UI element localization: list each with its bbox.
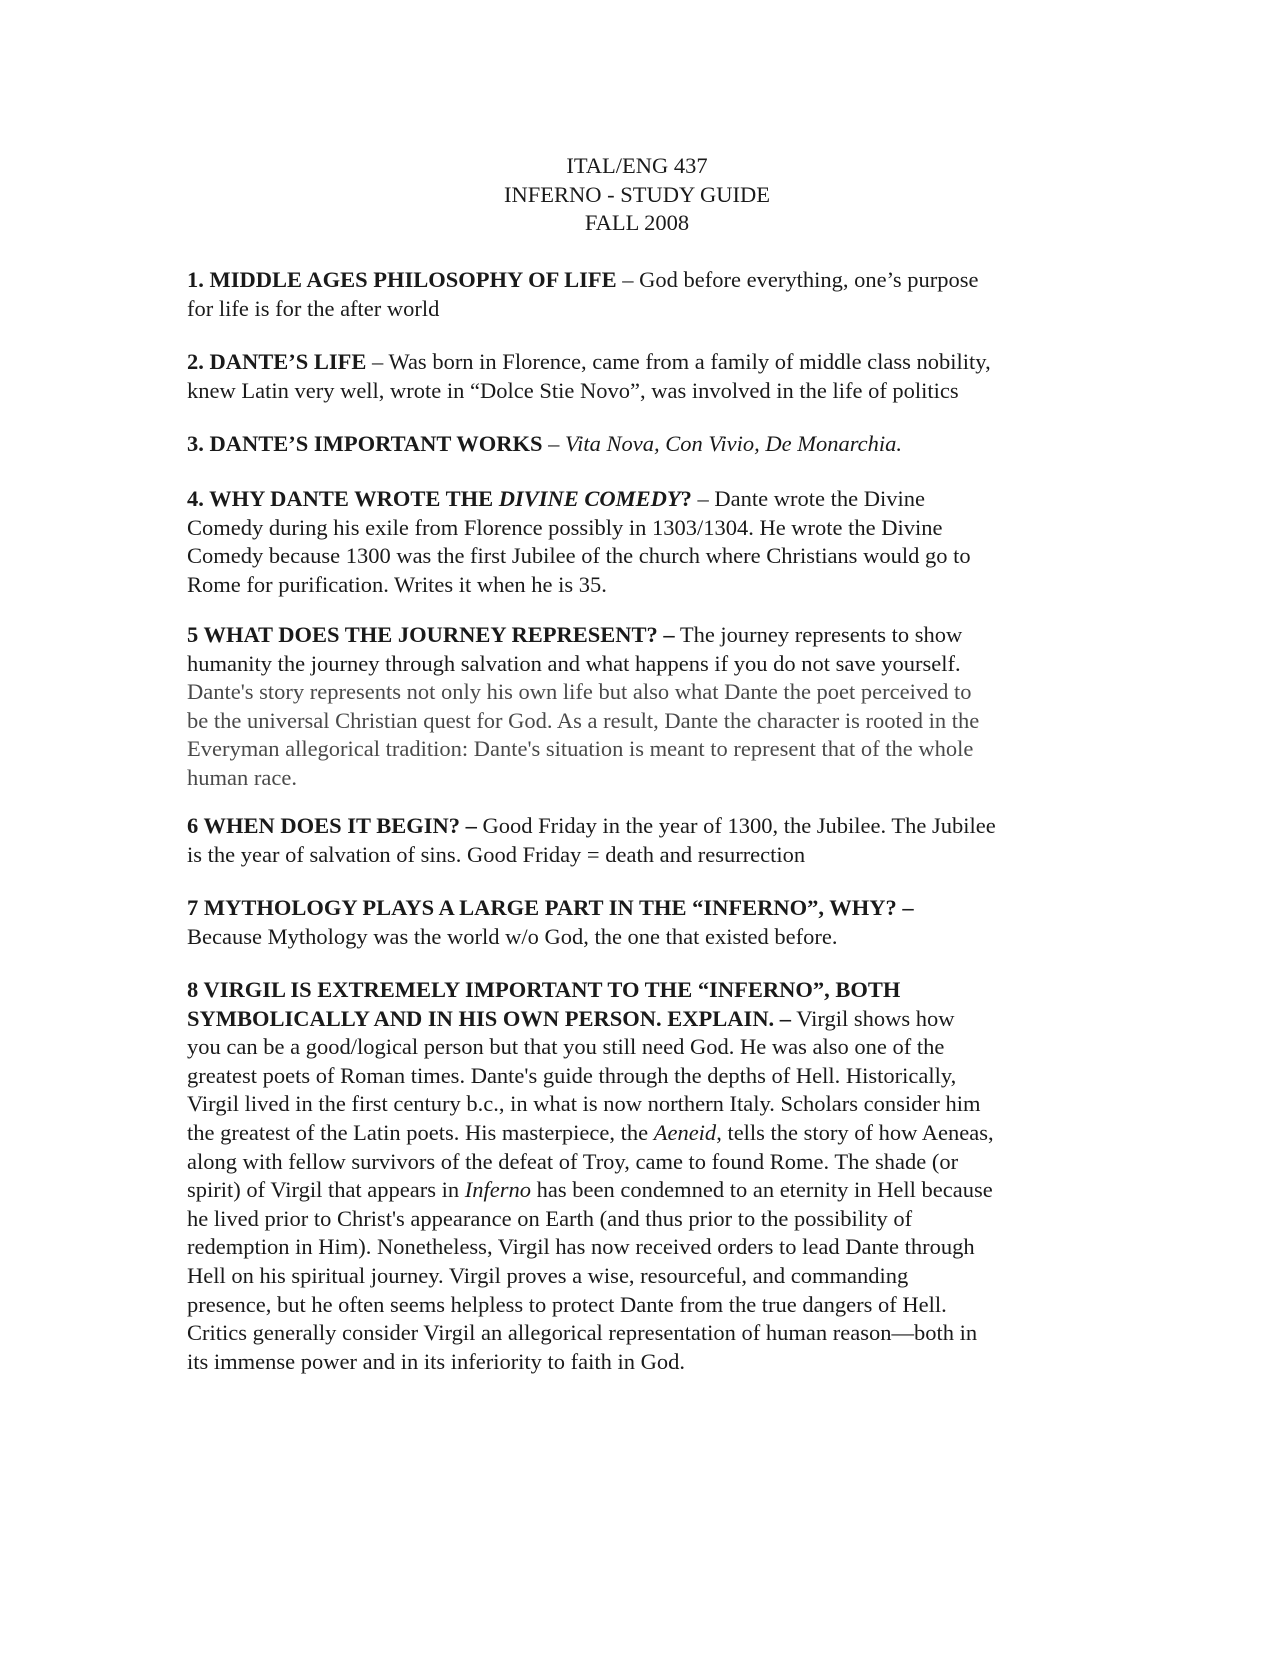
- question-6-heading: 6 WHEN DOES IT BEGIN? –: [187, 813, 477, 838]
- question-4-answer-line: Dante wrote the Divine: [714, 486, 925, 511]
- question-8-heading: 8 VIRGIL IS EXTREMELY IMPORTANT TO THE “INFERNO”, BOTH: [187, 977, 901, 1002]
- question-5: [187, 621, 1087, 793]
- question-1-dash: –: [616, 267, 640, 292]
- question-5-quoted-line: be the universal Christian quest for God. As a result, Dante the character is rooted in the: [187, 707, 980, 733]
- document-title: INFERNO - STUDY GUIDE: [503, 181, 771, 207]
- question-5-heading: 5 WHAT DOES THE JOURNEY REPRESENT? –: [187, 622, 675, 647]
- question-5-quoted-line: Dante's story represents not only his own life but also what Dante the poet perceived to: [187, 679, 972, 705]
- question-2-dash: –: [366, 349, 389, 374]
- question-6-answer-line: Good Friday in the year of 1300, the Jubilee. The Jubilee: [476, 813, 996, 838]
- question-7-heading: 7 MYTHOLOGY PLAYS A LARGE PART IN THE “INFERNO”, WHY? –: [187, 895, 914, 920]
- question-8-answer-line: the greatest of the Latin poets. His masterpiece, the Aeneid, tells the story of how Aeneas,: [187, 1119, 994, 1145]
- question-3-dash: –: [542, 431, 566, 456]
- question-4-dash: –: [691, 486, 715, 511]
- question-8-heading: SYMBOLICALLY AND IN HIS OWN PERSON. EXPLAIN. –: [187, 1005, 792, 1031]
- question-2-answer-line: knew Latin very well, wrote in “Dolce Stie Novo”, was involved in the life of politics: [187, 377, 959, 403]
- question-2-answer-line: Was born in Florence, came from a family of middle class nobility,: [388, 349, 991, 374]
- question-4-answer-line: Comedy because 1300 was the first Jubilee of the church where Christians would go to: [187, 543, 971, 569]
- question-1: [187, 266, 1087, 323]
- question-8-answer-line: presence, but he often seems helpless to protect Dante from the true dangers of Hell.: [187, 1291, 947, 1317]
- question-6-answer-line: is the year of salvation of sins. Good Friday = death and resurrection: [187, 841, 806, 867]
- question-2: [187, 348, 1087, 405]
- course-code: ITAL/ENG 437: [566, 153, 708, 178]
- question-4-answer-line: Rome for purification. Writes it when he is 35.: [187, 571, 607, 597]
- question-4: [187, 485, 1087, 599]
- question-8-answer-line: Virgil shows how: [791, 1005, 955, 1031]
- question-7-answer-line: Because Mythology was the world w/o God, the one that existed before.: [187, 923, 838, 949]
- question-4-heading: 4. WHY DANTE WROTE THE DIVINE COMEDY?: [187, 486, 692, 511]
- question-1-answer-line: for life is for the after world: [187, 295, 440, 321]
- question-5-answer-line: The journey represents to show: [674, 622, 963, 647]
- question-4-answer-line: Comedy during his exile from Florence possibly in 1303/1304. He wrote the Divine: [187, 514, 943, 540]
- question-8-answer-line: greatest poets of Roman times. Dante's guide through the depths of Hell. Historically,: [187, 1062, 957, 1088]
- question-8-answer-line: he lived prior to Christ's appearance on Earth (and thus prior to the possibility of: [187, 1205, 913, 1231]
- question-6: [187, 812, 1087, 869]
- question-1-answer-line: God before everything, one’s purpose: [639, 267, 979, 292]
- question-3-heading: 3. DANTE’S IMPORTANT WORKS: [187, 431, 543, 456]
- question-8-answer-line: along with fellow survivors of the defeat of Troy, came to found Rome. The shade (or: [187, 1148, 959, 1174]
- inferno-title: Inferno: [464, 1177, 532, 1203]
- question-3-works: Vita Nova, Con Vivio, De Monarchia.: [565, 431, 903, 456]
- question-5-answer-line: humanity the journey through salvation and what happens if you do not save yourself.: [187, 650, 961, 676]
- divine-comedy-title: DIVINE COMEDY: [498, 486, 681, 511]
- document-header: [187, 152, 1087, 238]
- question-5-quoted-line: Everyman allegorical tradition: Dante's situation is meant to represent that of the whole: [187, 736, 974, 762]
- question-8-answer-line: redemption in Him). Nonetheless, Virgil has now received orders to lead Dante through: [187, 1234, 975, 1260]
- term: FALL 2008: [584, 210, 690, 236]
- question-8-answer-line: Hell on his spiritual journey. Virgil proves a wise, resourceful, and commanding: [187, 1262, 909, 1288]
- question-8-answer-line: you can be a good/logical person but that you still need God. He was also one of the: [187, 1034, 945, 1060]
- question-8-answer-line: Virgil lived in the first century b.c., in what is now northern Italy. Scholars consider him: [187, 1091, 981, 1117]
- question-8-answer-line: its immense power and in its inferiority to faith in God.: [187, 1348, 686, 1374]
- question-8: [187, 976, 1087, 1376]
- question-5-quoted-line: human race.: [187, 764, 297, 790]
- question-3: [187, 430, 1087, 459]
- aeneid-title: Aeneid: [653, 1119, 717, 1145]
- question-1-heading: 1. MIDDLE AGES PHILOSOPHY OF LIFE: [187, 267, 617, 292]
- question-8-answer-line: Critics generally consider Virgil an allegorical representation of human reason—both in: [187, 1320, 978, 1346]
- question-2-heading: 2. DANTE’S LIFE: [187, 349, 367, 374]
- question-7: [187, 894, 1087, 951]
- question-8-answer-line: spirit) of Virgil that appears in Inferno has been condemned to an eternity in Hell because: [187, 1177, 993, 1203]
